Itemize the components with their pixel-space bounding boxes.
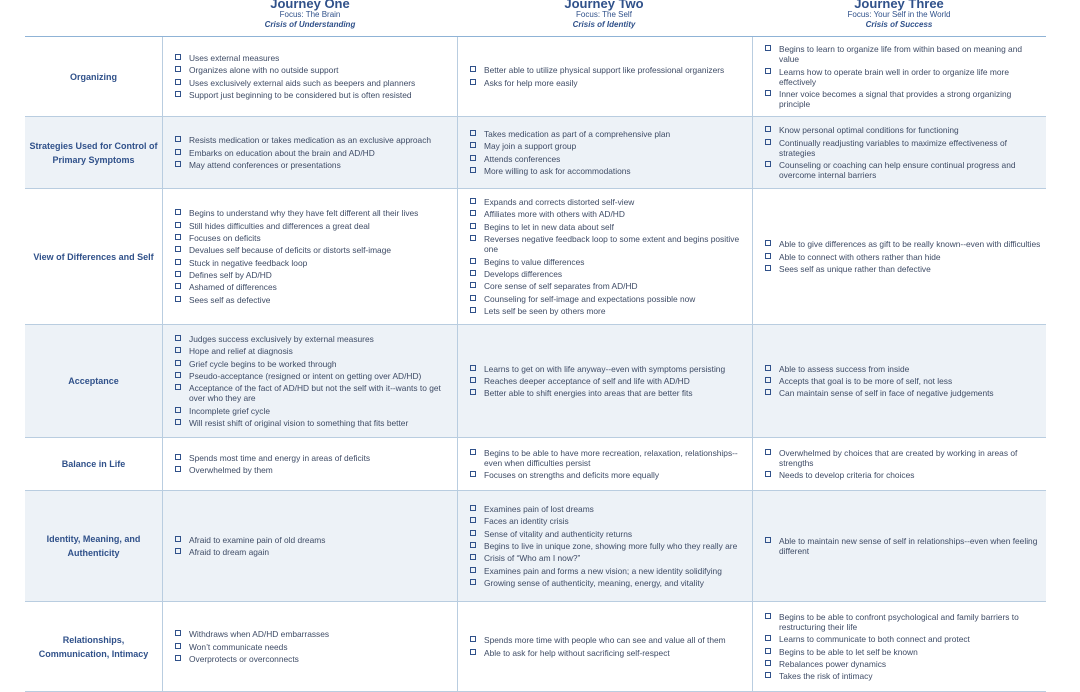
checkbox-icon[interactable] [175, 91, 181, 97]
table-row [25, 602, 1046, 692]
checklist-item-text: Embarks on education about the brain and AD/HD [189, 147, 375, 158]
checkbox-icon[interactable] [765, 139, 771, 145]
checkbox-icon[interactable] [175, 149, 181, 155]
checklist-item [470, 222, 748, 232]
checklist-item [175, 418, 453, 428]
checkbox-icon[interactable] [470, 282, 476, 288]
checklist-item [470, 294, 748, 304]
checkbox-icon[interactable] [175, 419, 181, 425]
checklist-item [175, 90, 453, 100]
checkbox-icon[interactable] [765, 240, 771, 246]
checklist-item-text: Uses exclusively external aids such as beepers and planners [189, 77, 416, 88]
checklist-item-text: Judges success exclusively by external measures [189, 333, 374, 344]
checkbox-icon[interactable] [175, 234, 181, 240]
journey-focus: Focus: Your Self in the World [847, 10, 951, 19]
checklist-item [765, 252, 1042, 262]
checkbox-icon[interactable] [175, 271, 181, 277]
checklist-item-text: Stuck in negative feedback loop [189, 257, 308, 268]
checklist-item [175, 148, 453, 158]
checklist-item-text: Reaches deeper acceptance of self and life with AD/HD [484, 376, 690, 386]
row-label: Balance in Life [61, 459, 126, 469]
checkbox-icon[interactable] [470, 258, 476, 264]
checkbox-icon[interactable] [470, 235, 476, 241]
checkbox-icon[interactable] [175, 360, 181, 366]
journey-title: Journey Three [854, 0, 944, 11]
checkbox-icon[interactable] [765, 161, 771, 167]
checklist-item [175, 245, 453, 255]
checklist-item-text: Examines pain and forms a new vision; a new identity solidifying [484, 565, 722, 576]
checklist-item [175, 295, 453, 305]
checklist-item [470, 529, 748, 539]
checklist-item-text: Begins to be able to confront psychological and family barriers to restructuring their life [779, 611, 1019, 632]
checklist-item [765, 671, 1042, 681]
checklist-item-text: Counseling or coaching can help ensure continual progress and overcome internal barriers [779, 159, 1016, 180]
checkbox-icon[interactable] [470, 130, 476, 136]
checklist-item [470, 78, 748, 88]
checklist-item-text: Uses external measures [189, 52, 280, 63]
checkbox-icon[interactable] [175, 79, 181, 85]
checklist-item-text: Won’t communicate needs [189, 641, 288, 652]
checkbox-icon[interactable] [175, 161, 181, 167]
checkbox-icon[interactable] [175, 283, 181, 289]
checklist-item [470, 516, 748, 526]
checkbox-icon[interactable] [175, 454, 181, 460]
checklist-item-text: Able to maintain new sense of self in relationships--even when feeling different [779, 536, 1038, 556]
checklist-item-text: Attends conferences [484, 153, 561, 164]
checklist-item [175, 629, 453, 639]
checkbox-icon[interactable] [765, 672, 771, 678]
journey-cell [752, 37, 1046, 116]
journey-focus: Focus: The Self [576, 10, 632, 19]
journey-title: Journey One [270, 0, 350, 11]
checklist-item-text: Takes the risk of intimacy [779, 671, 873, 682]
checklist-item [470, 553, 748, 563]
checklist-item-text: Still hides difficulties and differences a great deal [189, 220, 370, 231]
checklist-item [470, 209, 748, 219]
checklist-item-text: Spends most time and energy in areas of deficits [189, 452, 371, 463]
checklist-item [470, 306, 748, 316]
table-row [25, 37, 1046, 117]
checklist-item [175, 383, 453, 403]
checkbox-icon[interactable] [470, 79, 476, 85]
journey-cell [457, 438, 752, 490]
checklist-item-text: Begins to be able to have more recreation, relaxation, relationships--even when difficulties persist [484, 447, 738, 468]
checkbox-icon[interactable] [175, 630, 181, 636]
journey-cell [162, 189, 457, 324]
row-label: View of Differences and Self [33, 251, 154, 262]
checklist-item-text: Grief cycle begins to be worked through [189, 358, 337, 369]
checklist-item [175, 453, 453, 463]
journey-cell [457, 602, 752, 691]
checkbox-icon[interactable] [470, 223, 476, 229]
checkbox-icon[interactable] [470, 471, 476, 477]
checkbox-icon[interactable] [470, 567, 476, 573]
checkbox-icon[interactable] [765, 365, 771, 371]
checklist-item-text: Resists medication or takes medication as an exclusive approach [189, 135, 432, 146]
checkbox-icon[interactable] [175, 54, 181, 60]
row-label: Acceptance [68, 376, 119, 386]
journey-cell [457, 325, 752, 437]
checklist-item [765, 470, 1042, 480]
checklist-item [175, 334, 453, 344]
checklist-item [765, 388, 1042, 398]
checklist-item [175, 160, 453, 170]
checklist-item [765, 160, 1042, 180]
checklist-item-text: Expands and corrects distorted self-view [484, 197, 635, 207]
journey-crisis: Crisis of Identity [572, 20, 636, 29]
checklist-item [470, 578, 748, 588]
checklist-item [765, 612, 1042, 632]
checkbox-icon[interactable] [765, 68, 771, 74]
journey-cell [752, 602, 1046, 691]
checkbox-icon[interactable] [470, 579, 476, 585]
checklist-item [175, 359, 453, 369]
journey-cell [162, 438, 457, 490]
checkbox-icon[interactable] [470, 167, 476, 173]
journey-cell [457, 491, 752, 601]
checklist-item [470, 566, 748, 576]
checklist-item-text: Afraid to examine pain of old dreams [189, 534, 326, 545]
row-label: Relationships, Communication, Intimacy [38, 634, 149, 659]
checkbox-icon[interactable] [470, 295, 476, 301]
checklist-item-text: Examines pain of lost dreams [484, 503, 594, 514]
checklist-item-text: Able to connect with others rather than hide [779, 251, 941, 262]
checklist-item [470, 281, 748, 291]
row-label: Organizing [70, 71, 117, 82]
checklist-item [175, 221, 453, 231]
checklist-item-text: Counseling for self-image and expectations possible now [484, 293, 696, 304]
checklist-item-text: Support just beginning to be considered but is often resisted [189, 90, 412, 101]
checklist-item-text: Pseudo-acceptance (resigned or intent on getting over AD/HD) [189, 371, 422, 381]
journey-three-header [779, 0, 1019, 30]
checklist-item-text: Overwhelmed by choices that are created by working in areas of strengths [779, 447, 1018, 468]
checkbox-icon[interactable] [175, 407, 181, 413]
checklist-item-text: Sense of vitality and authenticity returns [484, 528, 633, 539]
checklist-item [765, 659, 1042, 669]
checklist-item [175, 258, 453, 268]
journey-cell [752, 325, 1046, 437]
checkbox-icon[interactable] [175, 347, 181, 353]
checklist-item [765, 536, 1042, 556]
table-row [25, 189, 1046, 325]
checklist-item-text: Will resist shift of original vision to something that fits better [189, 418, 409, 429]
checklist-item [175, 642, 453, 652]
journey-cell [752, 491, 1046, 601]
checklist-item-text: Better able to utilize physical support like professional organizers [484, 65, 725, 76]
checklist-item-text: Growing sense of authenticity, meaning, energy, and vitality [484, 578, 704, 589]
checklist-item-text: Reverses negative feedback loop to some extent and begins positive one [484, 234, 740, 255]
checklist-item-text: May attend conferences or presentations [189, 159, 341, 170]
checklist-item-text: Continually readjusting variables to maximize effectiveness of strategies [779, 137, 1007, 158]
journey-cell [162, 602, 457, 691]
checklist-item [175, 208, 453, 218]
checklist-item-text: Sees self as unique rather than defective [779, 263, 931, 274]
journey-crisis: Crisis of Success [865, 20, 933, 29]
checkbox-icon[interactable] [470, 449, 476, 455]
checklist-item [175, 270, 453, 280]
checkbox-icon[interactable] [175, 372, 181, 378]
checklist-item [765, 89, 1042, 109]
checklist-item-text: Inner voice becomes a signal that provides a strong organizing principle [779, 88, 1012, 109]
checklist-item [470, 154, 748, 164]
checklist-item [175, 346, 453, 356]
journey-cell [457, 117, 752, 188]
checkbox-icon[interactable] [175, 335, 181, 341]
checklist-item [470, 65, 748, 75]
checklist-item-text: Hope and relief at diagnosis [189, 346, 293, 357]
checkbox-icon[interactable] [470, 307, 476, 313]
checklist-item [470, 129, 748, 139]
checkbox-icon[interactable] [175, 222, 181, 228]
table-row [25, 325, 1046, 438]
table-header [0, 0, 1080, 36]
journey-cell [162, 325, 457, 437]
checkbox-icon[interactable] [765, 389, 771, 395]
checklist-item-text: Begins to live in unique zone, showing more fully who they really are [484, 541, 738, 551]
checkbox-icon[interactable] [175, 209, 181, 215]
checkbox-icon[interactable] [765, 265, 771, 271]
checkbox-icon[interactable] [175, 655, 181, 661]
checklist-item-text: Focuses on deficits [189, 232, 261, 243]
journey-cell [752, 438, 1046, 490]
checklist-item [765, 67, 1042, 87]
checkbox-icon[interactable] [175, 466, 181, 472]
checkbox-icon[interactable] [470, 155, 476, 161]
checklist-item-text: Begins to let in new data about self [484, 221, 614, 232]
checkbox-icon[interactable] [175, 66, 181, 72]
checklist-item-text: Able to assess success from inside [779, 363, 910, 374]
checklist-item-text: Afraid to dream again [189, 547, 270, 558]
row-label: Strategies Used for Control of Primary Symptoms [29, 140, 158, 165]
checklist-item [470, 197, 748, 207]
checkbox-icon[interactable] [470, 365, 476, 371]
checkbox-icon[interactable] [175, 136, 181, 142]
row-label: Identity, Meaning, and Authenticity [46, 534, 141, 558]
checklist-item [765, 125, 1042, 135]
checklist-item [175, 78, 453, 88]
checklist-item [470, 269, 748, 279]
checklist-item [175, 371, 453, 381]
checklist-item-text: Know personal optimal conditions for functioning [779, 125, 959, 136]
checkbox-icon[interactable] [765, 449, 771, 455]
journey-cell [457, 37, 752, 116]
checklist-item [175, 465, 453, 475]
checklist-item-text: Lets self be seen by others more [484, 306, 606, 316]
checkbox-icon[interactable] [765, 90, 771, 96]
checklist-item-text: Takes medication as part of a comprehensive plan [484, 128, 671, 139]
checkbox-icon[interactable] [470, 389, 476, 395]
checklist-item [175, 654, 453, 664]
checklist-item [175, 135, 453, 145]
journey-one-header [190, 0, 430, 30]
table-row [25, 438, 1046, 491]
checklist-item [175, 233, 453, 243]
checklist-item-text: Sees self as defective [189, 294, 271, 305]
checkbox-icon[interactable] [765, 377, 771, 383]
checklist-item-text: Learns to get on with life anyway--even with symptoms persisting [484, 363, 726, 374]
checklist-item-text: Able to give differences as gift to be really known--even with difficulties [779, 239, 1041, 250]
checklist-item-text: Crisis of “Who am I now?” [484, 553, 581, 564]
checkbox-icon[interactable] [175, 296, 181, 302]
journey-focus: Focus: The Brain [279, 10, 341, 19]
journey-two-header [484, 0, 724, 30]
checklist-item [470, 648, 748, 658]
checklist-item-text: Accepts that goal is to be more of self, not less [779, 376, 953, 386]
journey-cell [457, 189, 752, 324]
checkbox-icon[interactable] [470, 505, 476, 511]
checklist-item-text: Asks for help more easily [484, 77, 578, 88]
checklist-item-text: Develops differences [484, 268, 563, 279]
checklist-item [765, 376, 1042, 386]
checkbox-icon[interactable] [765, 537, 771, 543]
checklist-item [175, 282, 453, 292]
checklist-item-text: Needs to develop criteria for choices [779, 470, 915, 481]
checkbox-icon[interactable] [470, 542, 476, 548]
checkbox-icon[interactable] [175, 548, 181, 554]
checklist-item [175, 535, 453, 545]
checklist-item [470, 635, 748, 645]
journey-crisis: Crisis of Understanding [264, 20, 356, 29]
checklist-item-text: Acceptance of the fact of AD/HD but not the self with it--wants to get over who they are [189, 383, 441, 404]
checklist-item-text: More willing to ask for accommodations [484, 166, 631, 177]
checkbox-icon[interactable] [765, 635, 771, 641]
checkbox-icon[interactable] [765, 471, 771, 477]
checklist-item [470, 364, 748, 374]
checklist-item [175, 65, 453, 75]
checkbox-icon[interactable] [470, 142, 476, 148]
checkbox-icon[interactable] [470, 377, 476, 383]
checklist-item-text: Overwhelmed by them [189, 465, 273, 476]
checkbox-icon[interactable] [765, 45, 771, 51]
checkbox-icon[interactable] [765, 660, 771, 666]
checkbox-icon[interactable] [470, 210, 476, 216]
journey-cell [752, 189, 1046, 324]
checklist-item-text: May join a support group [484, 141, 577, 152]
checklist-item-text: Better able to shift energies into areas that are better fits [484, 388, 693, 399]
checkbox-icon[interactable] [175, 259, 181, 265]
checkbox-icon[interactable] [470, 517, 476, 523]
journey-cell [752, 117, 1046, 188]
checklist-item-text: Learns how to operate brain well in order to organize life more effectively [779, 66, 1009, 87]
checklist-item-text: Can maintain sense of self in face of negative judgements [779, 388, 994, 399]
checklist-item-text: Begins to value differences [484, 256, 585, 267]
checkbox-icon[interactable] [175, 536, 181, 542]
checkbox-icon[interactable] [175, 643, 181, 649]
journey-title: Journey Two [564, 0, 644, 11]
checklist-item [470, 541, 748, 551]
checklist-item-text: Defines self by AD/HD [189, 270, 272, 281]
checkbox-icon[interactable] [470, 530, 476, 536]
checkbox-icon[interactable] [175, 384, 181, 390]
checklist-item-text: Core sense of self separates from AD/HD [484, 281, 638, 292]
checklist-item [765, 364, 1042, 374]
checklist-item [765, 647, 1042, 657]
checklist-item-text: Ashamed of differences [189, 282, 277, 293]
checkbox-icon[interactable] [470, 649, 476, 655]
journey-cell [162, 117, 457, 188]
checklist-item-text: Devalues self because of deficits or distorts self-image [189, 245, 392, 256]
checkbox-icon[interactable] [765, 613, 771, 619]
checklist-item [175, 547, 453, 557]
checklist-item-text: Able to ask for help without sacrificing self-respect [484, 647, 670, 658]
checkbox-icon[interactable] [765, 253, 771, 259]
checklist-item [470, 166, 748, 176]
checklist-item [175, 53, 453, 63]
checklist-item [470, 388, 748, 398]
checklist-item-text: Focuses on strengths and deficits more equally [484, 470, 660, 481]
checkbox-icon[interactable] [765, 648, 771, 654]
checklist-item [470, 470, 748, 480]
checklist-item-text: Affiliates more with others with AD/HD [484, 209, 625, 220]
checklist-item-text: Learns to communicate to both connect and protect [779, 634, 970, 645]
checklist-item-text: Overprotects or overconnects [189, 653, 299, 664]
table-row [25, 117, 1046, 189]
checklist-item [470, 448, 748, 468]
checklist-item [765, 264, 1042, 274]
checkbox-icon[interactable] [175, 246, 181, 252]
table-row [25, 491, 1046, 602]
checklist-item [470, 257, 748, 267]
checkbox-icon[interactable] [470, 554, 476, 560]
checkbox-icon[interactable] [470, 66, 476, 72]
checkbox-icon[interactable] [470, 198, 476, 204]
checklist-item [765, 448, 1042, 468]
checklist-item-text: Begins to understand why they have felt different all their lives [189, 208, 419, 219]
checklist-item-text: Rebalances power dynamics [779, 658, 887, 669]
checklist-item-text: Begins to be able to let self be known [779, 646, 918, 657]
checklist-item [470, 234, 748, 254]
checklist-item [175, 406, 453, 416]
checklist-item-text: Begins to learn to organize life from within based on meaning and value [779, 44, 1023, 65]
checklist-item [470, 141, 748, 151]
checkbox-icon[interactable] [470, 636, 476, 642]
checklist-item [765, 44, 1042, 64]
checklist-item-text: Faces an identity crisis [484, 516, 569, 527]
checklist-item [470, 504, 748, 514]
checklist-item [765, 138, 1042, 158]
checklist-item-text: Spends more time with people who can see and value all of them [484, 635, 726, 646]
checklist-item-text: Organizes alone with no outside support [189, 65, 339, 76]
checklist-item [765, 634, 1042, 644]
checklist-item-text: Incomplete grief cycle [189, 405, 270, 416]
checklist-item [470, 376, 748, 386]
checklist-item-text: Withdraws when AD/HD embarrasses [189, 629, 330, 640]
checkbox-icon[interactable] [765, 126, 771, 132]
journey-cell [162, 491, 457, 601]
checklist-item [765, 239, 1042, 249]
journey-cell [162, 37, 457, 116]
checkbox-icon[interactable] [470, 270, 476, 276]
